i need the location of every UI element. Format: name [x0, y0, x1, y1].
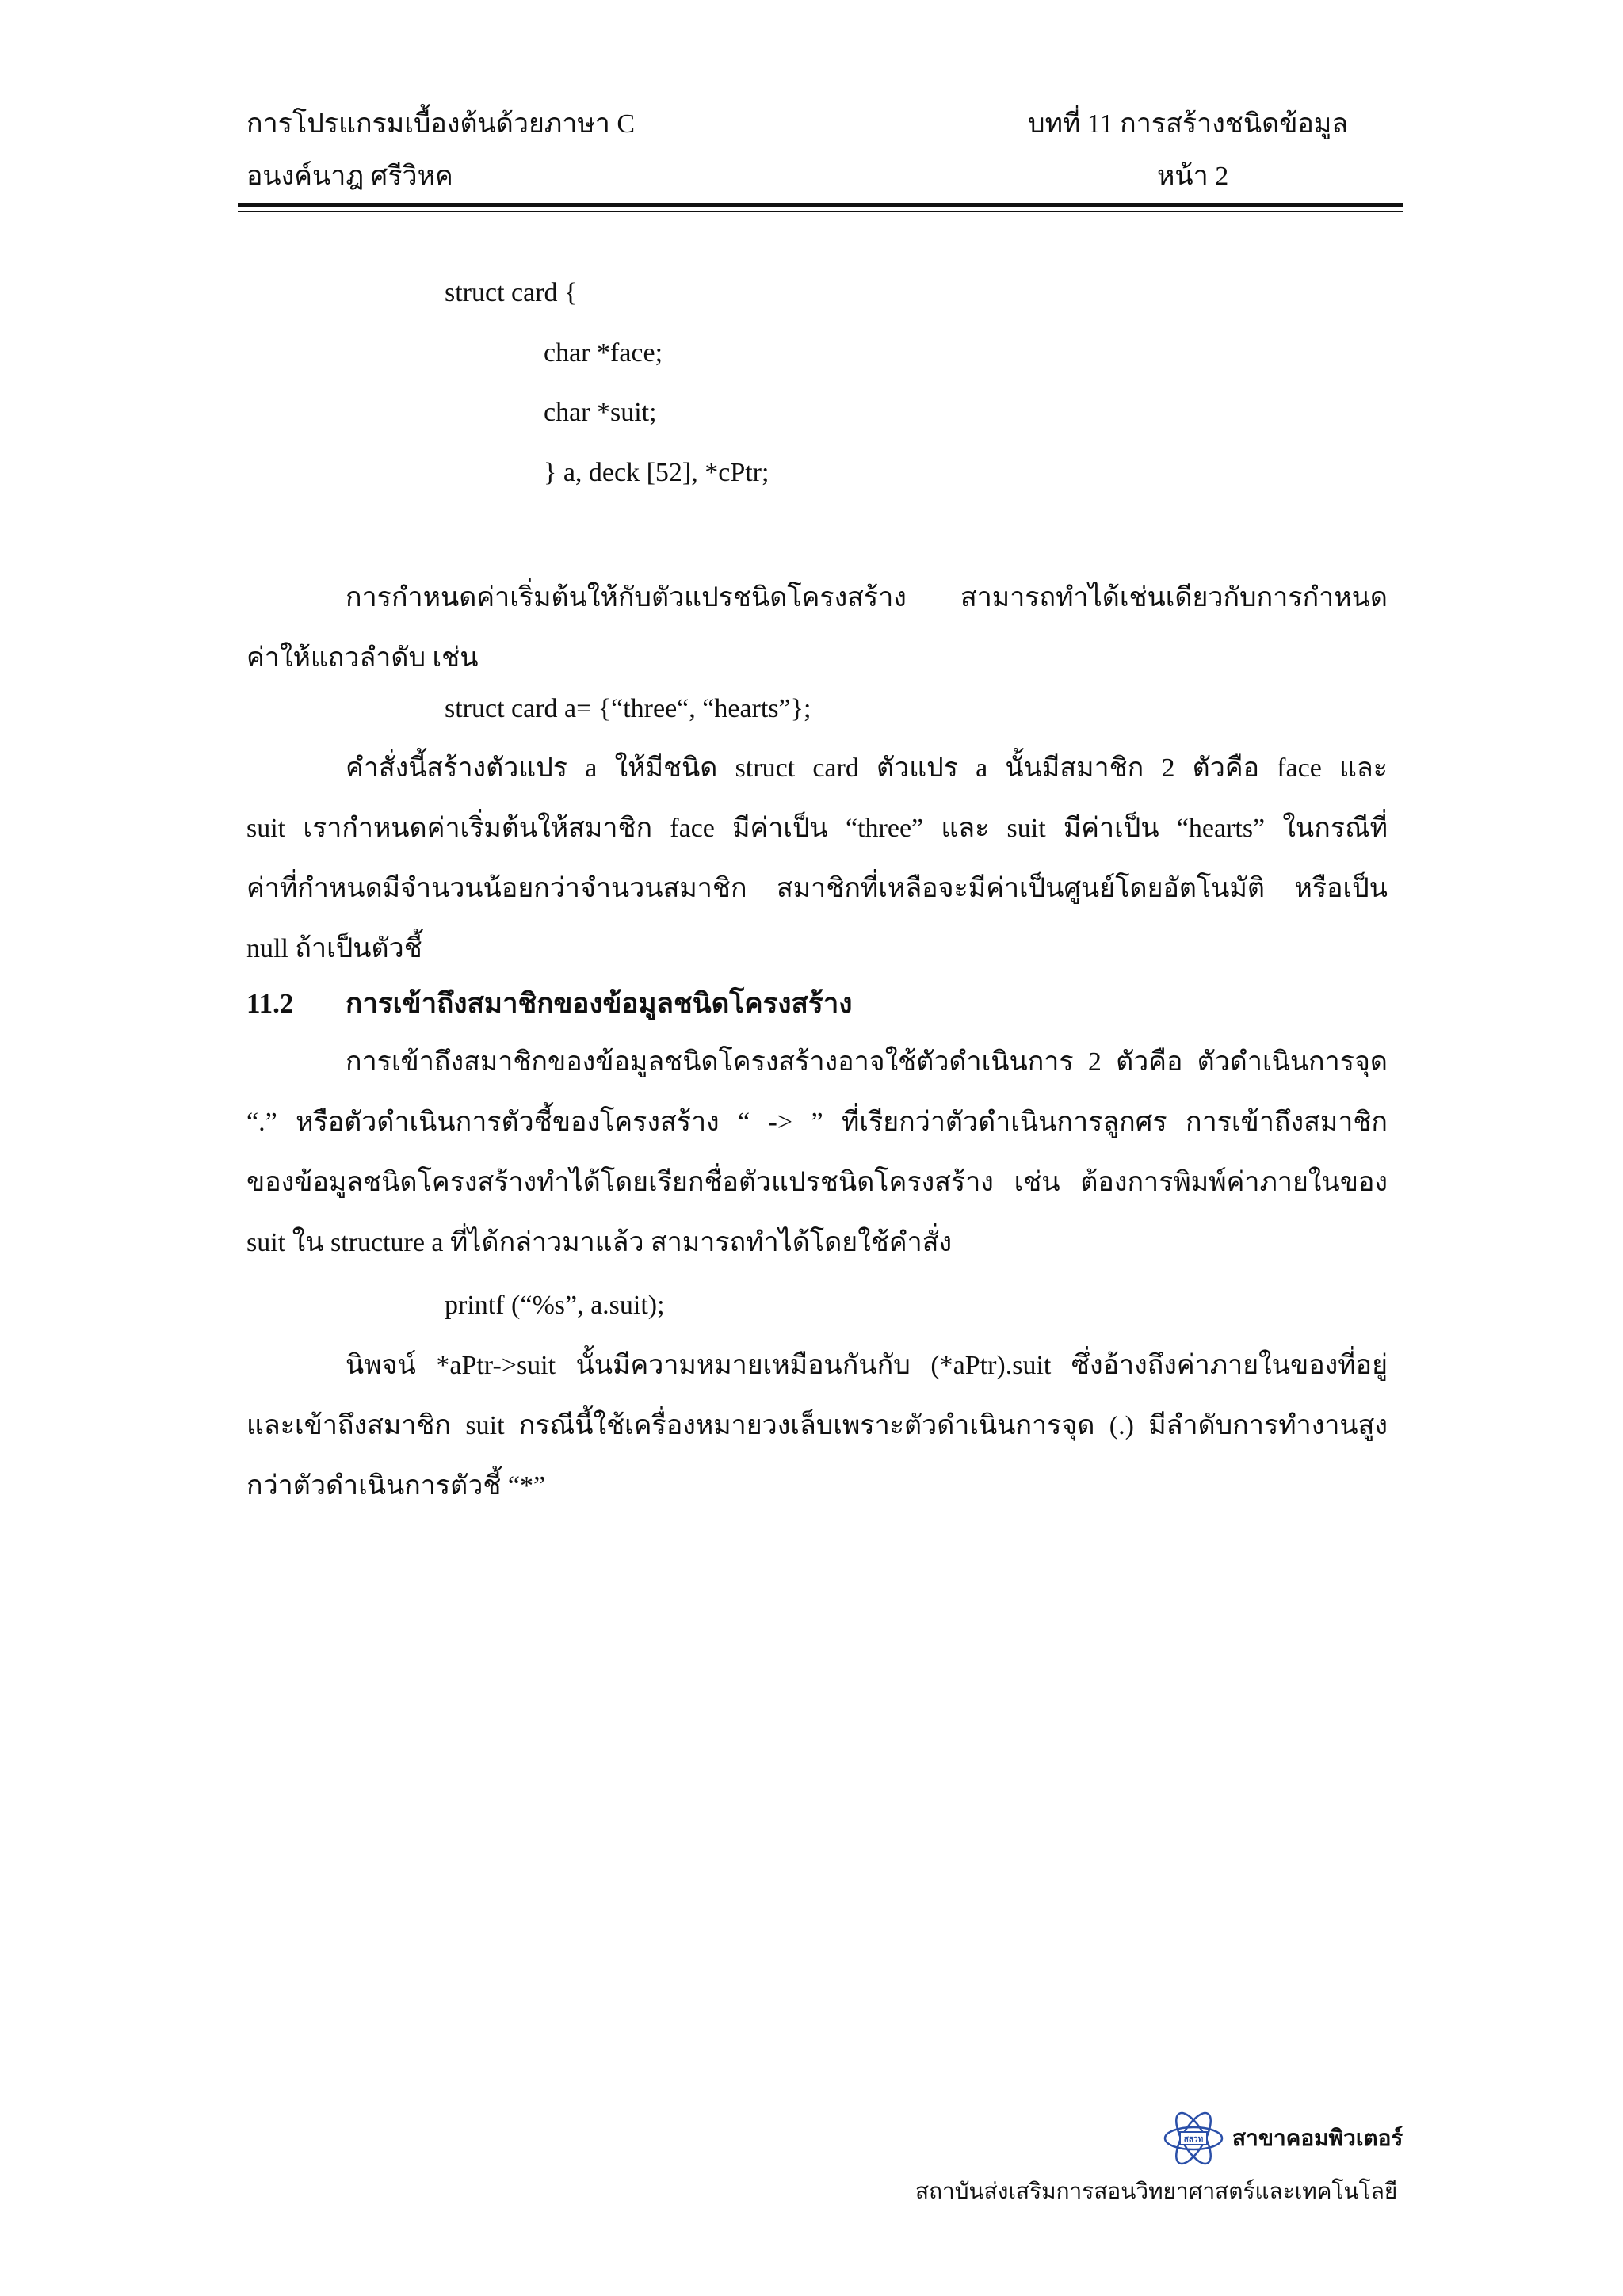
header-rule-thick [238, 203, 1403, 207]
paragraph-initialization [246, 568, 1388, 688]
code-printf: printf (“%s”, a.suit); [445, 1291, 665, 1320]
author-name: อนงค์นาฎ ศรีวิหค [246, 162, 453, 191]
paragraph-line: ของข้อมูลชนิดโครงสร้างทำได้โดยเรียกชื่อตัวแปรชนิดโครงสร้าง เช่น ต้องการพิมพ์ค่าภายในของ [246, 1168, 1388, 1197]
paragraph-line: คำสั่งนี้สร้างตัวแปร a ให้มีชนิด struct card ตัวแปร a นั้นมีสมาชิก 2 ตัวคือ face และ [346, 753, 1388, 783]
code-line-close: } a, deck [52], *cPtr; [544, 458, 769, 487]
code-struct-init: struct card a= {“three“, “hearts”}; [445, 694, 812, 723]
code-line-face: char *face; [544, 338, 663, 368]
paragraph-line: และเข้าถึงสมาชิก suit กรณีนี้ใช้เครื่องหมายวงเล็บเพราะตัวดำเนินการจุด (.) มีลำดับการทำงานสูง [246, 1411, 1388, 1440]
svg-text:สสวท: สสวท [1183, 2135, 1204, 2144]
paragraph-line: การกำหนดค่าเริ่มต้นให้กับตัวแปรชนิดโครงสร้าง สามารถทำได้เช่นเดียวกับการกำหนด [346, 583, 1388, 612]
header-rule-thin [238, 211, 1403, 212]
paragraph-member-access [246, 1032, 1388, 1273]
paragraph-line: suit ใน structure a ที่ได้กล่าวมาแล้ว สามารถทำได้โดยใช้คำสั่ง [246, 1228, 953, 1257]
code-line-struct: struct card { [445, 278, 578, 307]
paragraph-explanation [246, 738, 1388, 979]
section-title: การเข้าถึงสมาชิกของข้อมูลชนิดโครงสร้าง [346, 988, 853, 1019]
book-title: การโปรแกรมเบื้องต้นด้วยภาษา C [246, 109, 636, 139]
institute-logo-icon [1163, 2107, 1224, 2169]
paragraph-pointer-expression [246, 1336, 1388, 1516]
section-number: 11.2 [246, 988, 294, 1019]
paragraph-line: นิพจน์ *aPtr->suit นั้นมีความหมายเหมือนกันกับ (*aPtr).suit ซึ่งอ้างถึงค่าภายในของที่อยู่ [346, 1351, 1388, 1380]
paragraph-line: ค่าที่กำหนดมีจำนวนน้อยกว่าจำนวนสมาชิก สมาชิกที่เหลือจะมีค่าเป็นศูนย์โดยอัตโนมัติ หรือเป็น [246, 874, 1388, 903]
paragraph-line: การเข้าถึงสมาชิกของข้อมูลชนิดโครงสร้างอาจใช้ตัวดำเนินการ 2 ตัวคือ ตัวดำเนินการจุด [346, 1047, 1388, 1077]
paragraph-line: กว่าตัวดำเนินการตัวชี้ “*” [246, 1471, 546, 1501]
paragraph-line: “.” หรือตัวดำเนินการตัวชี้ของโครงสร้าง “ -> ” ที่เรียกว่าตัวดำเนินการลูกศร การเข้าถึงสมาชิก [246, 1108, 1388, 1137]
footer-institute: สถาบันส่งเสริมการสอนวิทยาศาสตร์และเทคโนโลยี [915, 2180, 1398, 2204]
code-line-suit: char *suit; [544, 398, 657, 427]
paragraph-line: suit เรากำหนดค่าเริ่มต้นให้สมาชิก face มีค่าเป็น “three” และ suit มีค่าเป็น “hearts” ในกรณีที่ [246, 814, 1388, 843]
paragraph-line: null ถ้าเป็นตัวชี้ [246, 934, 422, 963]
chapter-title: บทที่ 11 การสร้างชนิดข้อมูล [1028, 109, 1349, 139]
paragraph-line: ค่าให้แถวลำดับ เช่น [246, 643, 479, 673]
footer-department: สาขาคอมพิวเตอร์ [1232, 2126, 1403, 2151]
page-number: หน้า 2 [1157, 162, 1229, 191]
